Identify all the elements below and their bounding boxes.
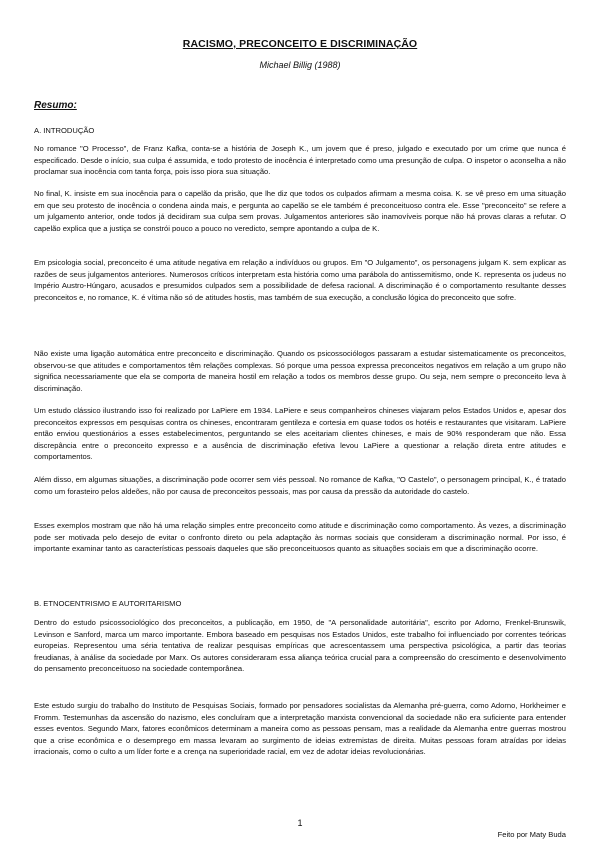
paragraph-6: Além disso, em algumas situações, a discriminação pode ocorrer sem viés pessoal. No romance de Kafka, "O Castelo", o personagem principal, K., é tratado como um forasteiro pelos aldeões, não por causa de preconceitos pessoais, mas por causa da pressão da autoridade do castelo. — [34, 475, 566, 496]
paragraph-7: Esses exemplos mostram que não há uma relação simples entre preconceito como atitude e discriminação como comportamento. Às vezes, a discriminação pode ser motivada pelo desejo de evitar o confronto direto ou pela adaptação às normas sociais que consideram a discriminação normal. Por isso, é importante examinar tanto as características pessoais daqueles que são preconceituosos quanto as situações sociais em que a discriminação ocorre. — [34, 521, 566, 554]
document-author: Michael Billig (1988) — [259, 60, 341, 70]
paragraph-8: Dentro do estudo psicossociológico dos preconceitos, a publicação, em 1950, de "A personalidade autoritária", escrito por Adorno, Frenkel-Brunswik, Levinson e Sanford, marca um marco importante. Embora baseado em pesquisas nos Estados Unidos, este trabalho foi influenciado por correntes teóricas europeias. Representou uma séria tentativa de realizar pesquisas empíricas que acrescentassem uma perspectiva psicológica, a partir das teorias freudianas, à análise da sociedade por Marx. Os autores consideraram essa aliança teórica crucial para a compreensão do crescimento e desenvolvimento do pensamento preconceituoso na sociedade contemporânea. — [34, 618, 566, 674]
resumo-label: Resumo: — [34, 100, 77, 111]
document-title: RACISMO, PRECONCEITO E DISCRIMINAÇÃO — [182, 38, 418, 50]
paragraph-1: No romance "O Processo", de Franz Kafka, conta-se a história de Joseph K., um jovem que é preso, julgado e executado por um crime que nunca é especificado. Desde o início, sua culpa é assumida, e todo protesto de inocência é interpretado como uma presunção de culpa. O inspetor o aconselha a não proclamar sua inocência com tanta força, pois isso piora sua situação. — [34, 144, 566, 177]
page-number: 1 — [297, 818, 303, 828]
paragraph-2: No final, K. insiste em sua inocência para o capelão da prisão, que lhe diz que todos os culpados afirmam a mesma coisa. K. se vê preso em uma situação em que seu protesto de inocência o condena ainda mais, e pergunta ao capelão se ele também é preconceituoso contra ele. Esse "preconceito" se refere a um julgamento anterior, onde todos já decidiram sua culpa sem provas. Julgamentos anteriores são inamovíveis porque não há provas claras a refutar. O capelão explica que a justiça se constrói pouco a pouco no veredicto, sempre apontando a culpa de K. — [34, 189, 566, 233]
paragraph-3: Em psicologia social, preconceito é uma atitude negativa em relação a indivíduos ou grupos. Em "O Julgamento", os personagens julgam K. sem explicar as razões de seus julgamentos anteriores. Numerosos críticos interpretam esta história como uma parábola do antissemitismo, onde K. representa os judeus no Império Austro-Húngaro, acusados e presumidos culpados sem a possibilidade de defesa racional. A discriminação é o comportamento resultante desses preconceitos e, no romance, K. é vítima não só de atitudes hostis, mas também de sua execução, a conclusão lógica do preconceito que sofre. — [34, 258, 566, 302]
paragraph-5: Um estudo clássico ilustrando isso foi realizado por LaPiere em 1934. LaPiere e seus companheiros chineses viajaram pelos Estados Unidos e, apesar dos preconceitos expressos em pesquisas contra os chineses, encontraram gentileza e cortesia em quase todos os hotéis e restaurantes que visitaram. LaPiere então enviou questionários a esses estabelecimentos, perguntando se eles aceitariam clientes chineses, e mais de 90% responderam que não. Essa discrepância entre o preconceito expresso e a ausência de discriminação efetiva levou LaPiere a questionar a relação direta entre atitudes e comportamentos. — [34, 406, 566, 462]
section-b-heading: B. ETNOCENTRISMO E AUTORITARISMO — [34, 599, 182, 608]
paragraph-9: Este estudo surgiu do trabalho do Instituto de Pesquisas Sociais, formado por pensadores socialistas da Alemanha pré-guerra, como Adorno, Horkheimer e Fromm. Testemunhas da ascensão do nazismo, eles concluíram que a interpretação marxista convencional da sociedade não era suficiente para entender esses eventos. Segundo Marx, fatores econômicos determinam a maneira como as pessoas pensam, mas a realidade da Alemanha entre guerras mostrou que a crise econômica e o desemprego em massa levaram ao surgimento de ideias extremistas de direita. Muitas pessoas foram atraídas por ideias irracionais, como o culto a um líder forte e a crença na superioridade racial, em vez de adotar ideias revolucionárias. — [34, 701, 566, 757]
footer-credit: Feito por Maty Buda — [497, 830, 566, 839]
section-a-heading: A. INTRODUÇÃO — [34, 126, 95, 135]
paragraph-4: Não existe uma ligação automática entre preconceito e discriminação. Quando os psicossociólogos passaram a estudar sistematicamente os preconceitos, observou-se que atitudes e comportamentos têm relações complexas. Só porque uma pessoa expressa preconceitos negativos em relação a um grupo não significa necessariamente que ela se comporta de maneira hostil em relação a todos os membros desse grupo. Ou seja, nem sempre o preconceito leva à discriminação. — [34, 349, 566, 393]
